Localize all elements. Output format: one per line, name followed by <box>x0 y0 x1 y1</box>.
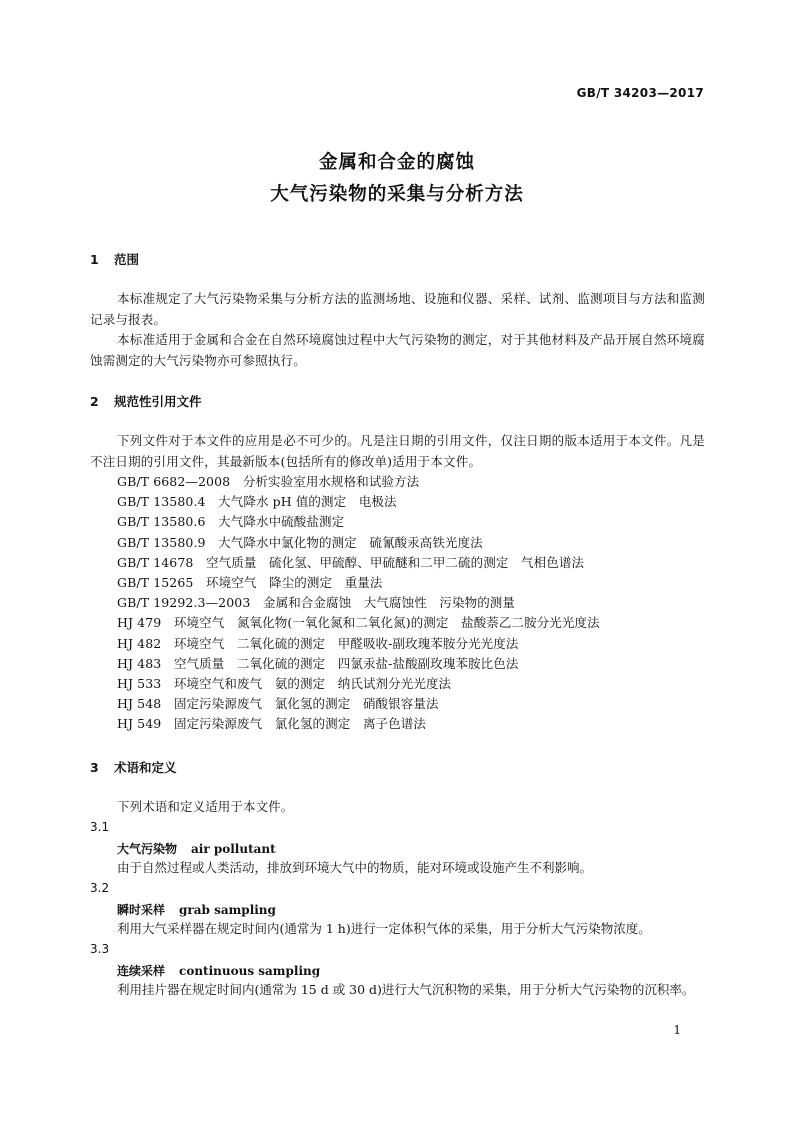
term-en: grab sampling <box>179 903 276 917</box>
reference-item: GB/T 13580.4 大气降水 pH 值的测定 电极法 <box>117 494 397 510</box>
reference-item: GB/T 13580.9 大气降水中氯化物的测定 硫氰酸汞高铁光度法 <box>117 534 483 550</box>
reference-item: GB/T 13580.6 大气降水中硫酸盐测定 <box>117 514 345 530</box>
standard-number: GB/T 34203—2017 <box>576 86 704 100</box>
reference-item: GB/T 19292.3—2003 金属和合金腐蚀 大气腐蚀性 污染物的测量 <box>117 595 515 611</box>
term-zh: 大气污染物 <box>117 842 178 856</box>
term-zh: 连续采样 <box>117 964 166 978</box>
section-2-heading <box>90 392 202 410</box>
document-title-line-1: 金属和合金的腐蚀 <box>318 152 475 173</box>
section-title: 术语和定义 <box>114 760 177 775</box>
term-heading <box>117 840 276 857</box>
section-3-heading <box>90 758 177 776</box>
normative-references-intro: 下列文件对于本文件的应用是必不可少的。凡是注日期的引用文件，仅注日期的版本适用于本文件。凡是不注日期的引用文件，其最新版本(包括所有的修改单)适用于本文件。 <box>90 433 705 469</box>
section-title: 范围 <box>114 252 140 267</box>
term-definition: 由于自然过程或人类活动，排放到环境大气中的物质，能对环境或设施产生不利影响。 <box>117 860 593 875</box>
page-number: 1 <box>673 1023 681 1037</box>
term-en: continuous sampling <box>179 964 321 978</box>
section-number: 3 <box>90 760 99 775</box>
reference-item: HJ 548 固定污染源废气 氯化氢的测定 硝酸银容量法 <box>117 696 439 712</box>
reference-item: GB/T 15265 环境空气 降尘的测定 重量法 <box>117 574 383 590</box>
reference-item: HJ 479 环境空气 氮氧化物(一氧化氮和二氧化氮)的测定 盐酸萘乙二胺分光光度法 <box>117 615 600 631</box>
reference-item: GB/T 6682—2008 分析实验室用水规格和试验方法 <box>117 474 420 489</box>
terms-intro: 下列术语和定义适用于本文件。 <box>117 799 294 814</box>
term-heading <box>117 901 276 918</box>
reference-item: HJ 483 空气质量 二氧化硫的测定 四氯汞盐-盐酸副玫瑰苯胺比色法 <box>117 655 519 671</box>
reference-list <box>117 472 600 734</box>
reference-item: HJ 533 环境空气和废气 氨的测定 纳氏试剂分光光度法 <box>117 675 452 691</box>
term-definition: 利用大气采样器在规定时间内(通常为 1 h)进行一定体积气体的采集，用于分析大气污染物浓度。 <box>117 921 651 936</box>
section-title: 规范性引用文件 <box>114 394 202 409</box>
reference-item: HJ 482 环境空气 二氧化硫的测定 甲醛吸收-副玫瑰苯胺分光光度法 <box>117 635 519 651</box>
reference-item: HJ 549 固定污染源废气 氯化氢的测定 离子色谱法 <box>117 716 426 732</box>
term-number: 3.1 <box>90 820 110 834</box>
document-title-line-2: 大气污染物的采集与分析方法 <box>270 184 524 205</box>
term-en: air pollutant <box>191 842 276 856</box>
section-number: 2 <box>90 394 99 409</box>
reference-item: GB/T 14678 空气质量 硫化氢、甲硫醇、甲硫醚和二甲二硫的测定 气相色谱法 <box>117 554 585 570</box>
scope-paragraph-1: 本标准规定了大气污染物采集与分析方法的监测场地、设施和仪器、采样、试剂、监测项目与方法和监测记录与报表。 <box>90 291 705 327</box>
section-1-heading <box>90 250 139 268</box>
scope-paragraph-2: 本标准适用于金属和合金在自然环境腐蚀过程中大气污染物的测定，对于其他材料及产品开展自然环境腐蚀需测定的大气污染物亦可参照执行。 <box>90 332 705 368</box>
term-heading <box>117 962 320 979</box>
term-zh: 瞬时采样 <box>117 903 166 917</box>
term-number: 3.3 <box>90 942 110 956</box>
term-definition: 利用挂片器在规定时间内(通常为 15 d 或 30 d)进行大气沉积物的采集，用于分析大气污染物的沉积率。 <box>117 982 695 997</box>
section-number: 1 <box>90 252 99 267</box>
term-number: 3.2 <box>90 881 110 895</box>
